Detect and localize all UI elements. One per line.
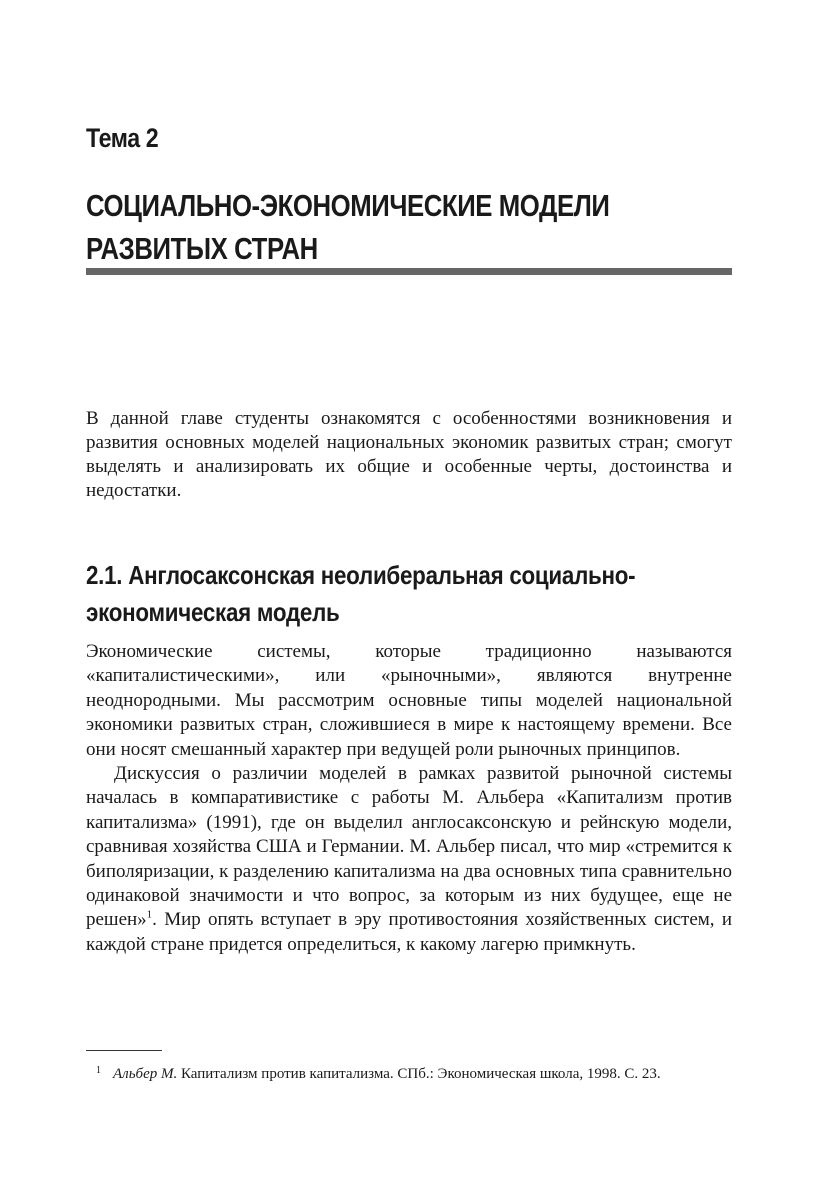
footnote-text: Капитализм против капитализма. СПб.: Экономическая школа, 1998. С. 23. [177, 1066, 661, 1082]
chapter-intro-paragraph: В данной главе студенты ознакомятся с особенностями возникновения и развития основных моделей национальных экономик развитых стран; смогут выделять и анализировать их общие и особенные черты, достоинства и недостатки. [86, 408, 732, 501]
footnote-separator [86, 1050, 162, 1051]
chapter-title-line: РАЗВИТЫХ СТРАН [86, 231, 318, 266]
section-heading-line: экономическая модель [86, 597, 340, 627]
body-paragraph: Экономические системы, которые традиционно называются «капиталистическими», или «рыночными», являются внутренне неоднородными. Мы рассмотрим основные типы моделей национальной экономики развитых стран, сложившиеся в мире к настоящему времени. Все они носят смешанный характер при ведущей роли рыночных принципов. [86, 641, 732, 760]
chapter-title [86, 184, 717, 270]
section-body [86, 640, 732, 957]
section-heading-line: 2.1. Англосаксонская неолиберальная социально- [86, 560, 636, 590]
section-heading [86, 557, 757, 631]
topic-label: Тема 2 [86, 123, 159, 153]
body-paragraph [86, 762, 732, 957]
footnote-author: Альбер М. [113, 1066, 178, 1082]
footnote-reference[interactable]: 1 [146, 909, 153, 922]
title-underline-rule [86, 268, 732, 275]
chapter-title-line: СОЦИАЛЬНО-ЭКОНОМИЧЕСКИЕ МОДЕЛИ [86, 188, 610, 223]
paragraph-text: Дискуссия о различии моделей в рамках развитой рыночной системы началась в компаративистике с работы М. Альбера «Капитализм против капитализма» (1991), где он выделил англосаксонскую и рейнскую модели, сравнивая хозяйства США и Германии. М. Альбер писал, что мир «стремится к биполяризации, к разделению капитализма на два основных типа сравнительно одинаковой значимости и что вопрос, за которым из них будущее, еще не решен» [86, 763, 732, 931]
footnote [86, 1064, 732, 1084]
paragraph-text: . Мир опять вступает в эру противостояния хозяйственных систем, и каждой стране придется определиться, к какому лагерю примкнуть. [86, 909, 732, 955]
footnote-number: 1 [96, 1065, 101, 1076]
